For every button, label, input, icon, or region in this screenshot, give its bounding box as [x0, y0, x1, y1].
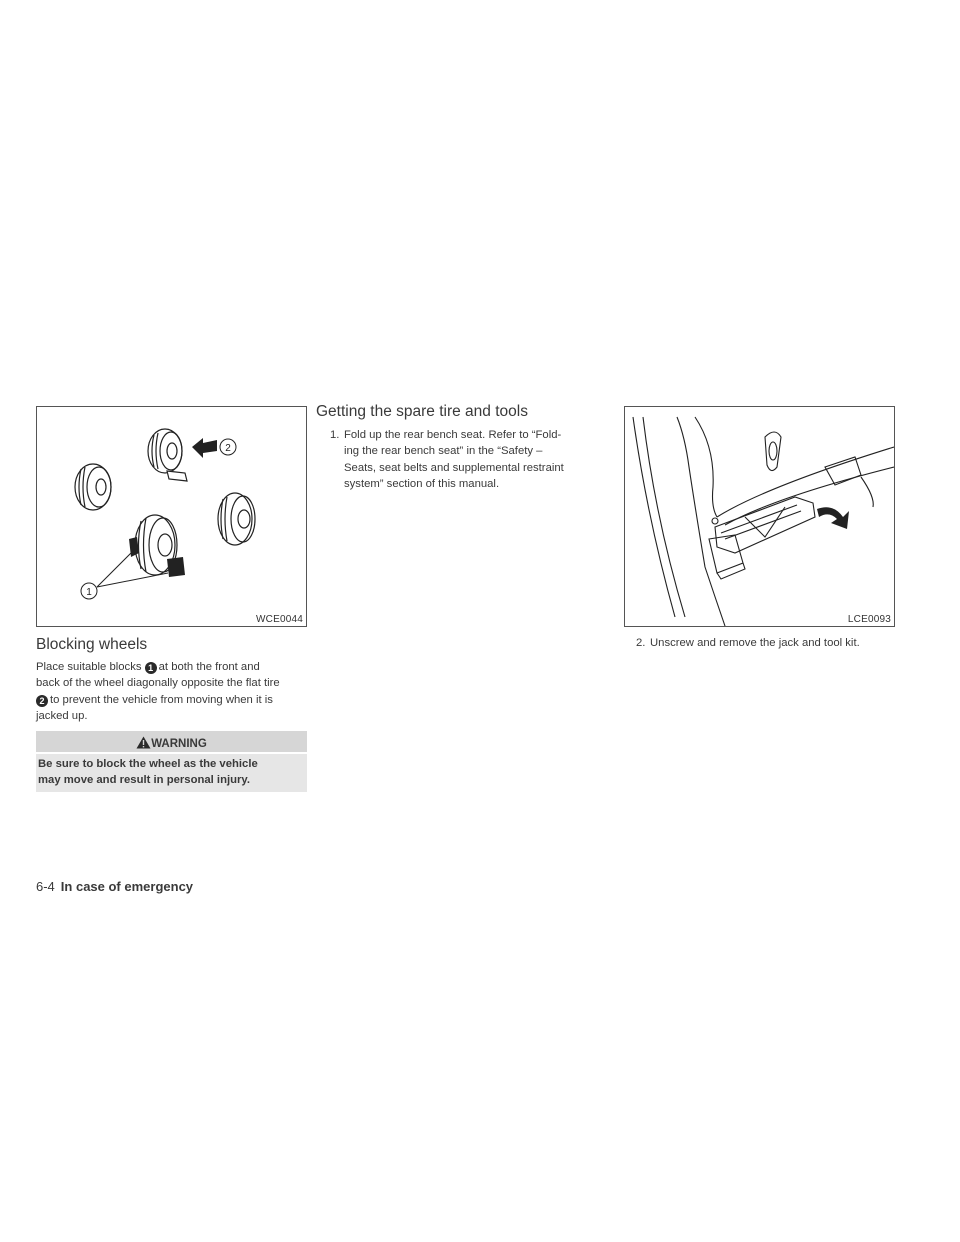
- tire-rear-left: [75, 464, 111, 510]
- marker-1-icon: 1: [145, 662, 157, 674]
- tire-front-right: [218, 493, 255, 545]
- spare-step-1: 1. Fold up the rear bench seat. Refer to “Fold- ing the rear bench seat” in the “Safety – Seats, seat belts and supplemental restraint system” section of this manual.: [330, 429, 564, 491]
- wheel-blocks-illustration: [37, 407, 306, 626]
- wheel-blocks-figure: [36, 406, 307, 627]
- page-footer: [36, 879, 193, 894]
- warning-header: [36, 731, 307, 752]
- blocking-wheels-heading: Blocking wheels: [36, 636, 148, 653]
- marker-2-icon: 2: [36, 695, 48, 707]
- jack-tool-illustration: [625, 407, 894, 626]
- section-title: In case of emergency: [60, 879, 194, 894]
- page-number: 6-4: [36, 879, 55, 894]
- callout-2-label: 2: [225, 443, 231, 454]
- spare-step-2: 2. Unscrew and remove the jack and tool kit.: [636, 637, 860, 649]
- spare-tire-heading: Getting the spare tire and tools: [316, 403, 528, 420]
- tire-rear-right: [148, 429, 187, 481]
- callout-1-label: 1: [86, 587, 92, 598]
- blocking-wheels-paragraph: Place suitable blocks 1 at both the front and back of the wheel diagonally opposite the flat tire 2 to prevent the vehicle from moving when it is jacked up.: [36, 661, 280, 723]
- arrow-icon: [192, 438, 217, 458]
- rotate-arrow-icon: [817, 507, 849, 529]
- warning-body: Be sure to block the wheel as the vehicle may move and result in personal injury.: [36, 754, 307, 792]
- figure-code-left: WCE0044: [256, 614, 303, 625]
- jack-tool-figure: [624, 406, 895, 627]
- warning-label: WARNING: [151, 738, 207, 750]
- warning-triangle-icon: [136, 736, 151, 754]
- figure-code-right: LCE0093: [847, 614, 891, 625]
